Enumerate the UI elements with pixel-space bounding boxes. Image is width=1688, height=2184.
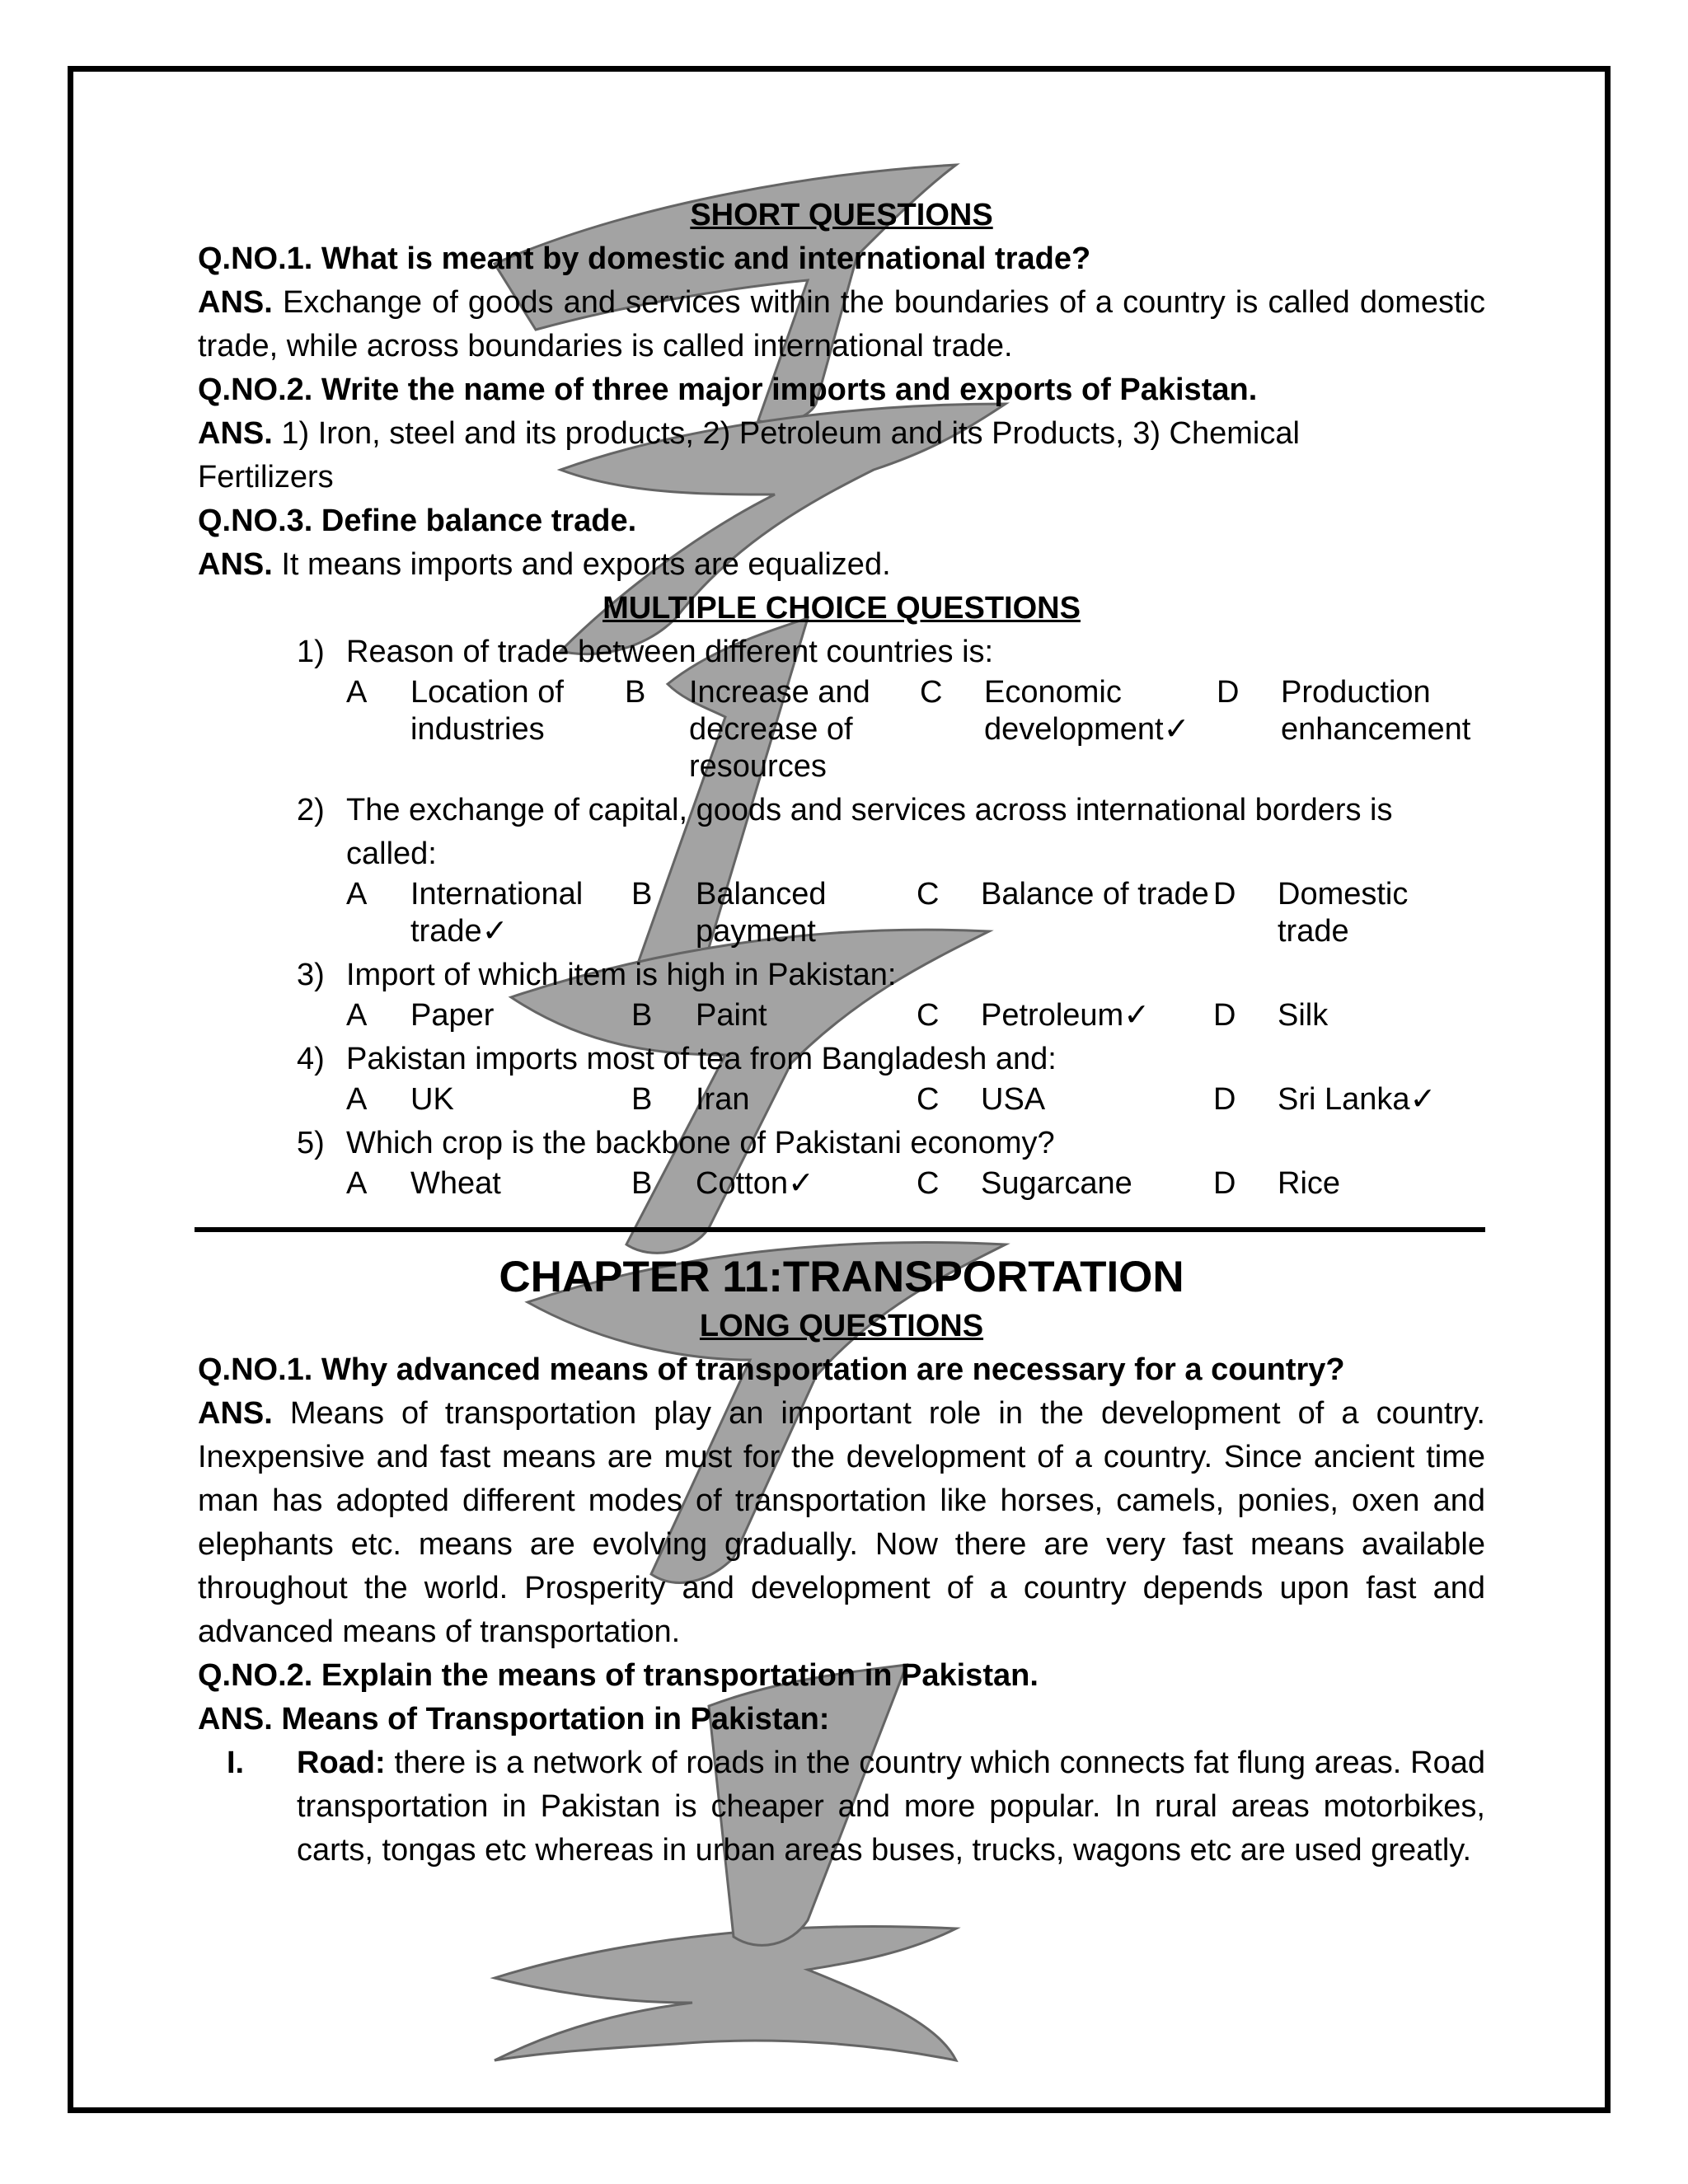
point-body — [297, 1741, 1485, 1872]
mcq-question-1 — [297, 630, 1485, 674]
mcq-question-2 — [297, 789, 1485, 876]
mcq-question-5 — [297, 1122, 1485, 1165]
long-question-1: Q.NO.1. Why advanced means of transportation are necessary for a country? — [198, 1352, 1345, 1387]
option-letter: A — [346, 675, 368, 710]
answer-text: 1) Iron, steel and its products, 2) Petroleum and its Products, 3) Chemical Fertilizers — [198, 416, 1300, 494]
option-text: Location of industries — [410, 675, 564, 747]
point-text: there is a network of roads in the country which connects fat flung areas. Road transportation in Pakistan is cheaper and more popular. In rural areas motorbikes, carts, tongas etc whereas in urban areas buses, trucks, wagons etc are used greatly. — [297, 1746, 1486, 1868]
option-letter: D — [1213, 1082, 1236, 1117]
mcq-question-text: Pakistan imports most of tea from Bangladesh and: — [346, 1042, 1057, 1076]
option-text: Petroleum✓ — [981, 998, 1151, 1033]
short-question-3: Q.NO.3. Define balance trade. — [198, 504, 637, 538]
mcq-options-2 — [346, 876, 1485, 950]
option-letter: C — [917, 998, 940, 1033]
option-letter: B — [631, 877, 653, 912]
option-text: International trade✓ — [410, 877, 584, 949]
option-letter: D — [1213, 1166, 1236, 1201]
mcq-number: 4) — [297, 1042, 325, 1076]
option-text: Sugarcane — [981, 1166, 1132, 1201]
option-text: Paint — [696, 998, 767, 1033]
option-text: Increase and decrease of resources — [689, 675, 870, 784]
mcq-question-text: Reason of trade between different countries is: — [346, 635, 994, 669]
option-text: Domestic trade — [1278, 877, 1409, 949]
option-letter: C — [920, 675, 943, 710]
option-letter: D — [1213, 877, 1236, 912]
chapter-title: CHAPTER 11:TRANSPORTATION — [499, 1253, 1184, 1301]
option-text: UK — [410, 1082, 454, 1117]
mcq-number: 1) — [297, 635, 325, 669]
mcq-options-3 — [346, 997, 1485, 1034]
mcq-list — [297, 630, 1485, 1202]
option-text: Wheat — [410, 1166, 501, 1201]
mcq-question-text: The exchange of capital, goods and services across international borders is called: — [346, 793, 1393, 871]
mcq-heading: MULTIPLE CHOICE QUESTIONS — [603, 591, 1081, 626]
option-letter: C — [917, 1166, 940, 1201]
long-answer-1 — [198, 1392, 1485, 1654]
mcq-number: 5) — [297, 1126, 325, 1160]
mcq-question-text: Import of which item is high in Pakistan: — [346, 958, 897, 992]
option-text: USA — [981, 1082, 1046, 1117]
short-question-2: Q.NO.2. Write the name of three major imports and exports of Pakistan. — [198, 373, 1258, 407]
option-letter: A — [346, 998, 368, 1033]
option-text: Cotton✓ — [696, 1166, 814, 1201]
long-answer-2-heading: ANS. Means of Transportation in Pakistan: — [198, 1702, 830, 1736]
point-number: I. — [227, 1746, 245, 1780]
option-letter: C — [917, 1082, 940, 1117]
mcq-question-4 — [297, 1038, 1485, 1081]
option-letter: A — [346, 1082, 368, 1117]
answer-text: Exchange of goods and services within the boundaries of a country is called domestic trade, while across boundaries is called international trade. — [198, 285, 1485, 363]
option-text: Paper — [410, 998, 495, 1033]
mcq-question-3 — [297, 954, 1485, 997]
option-text: Iran — [696, 1082, 750, 1117]
option-letter: D — [1217, 675, 1240, 710]
option-text: Balanced payment — [696, 877, 827, 949]
short-questions-heading: SHORT QUESTIONS — [690, 198, 993, 232]
answer-label: ANS. — [198, 416, 273, 451]
option-letter: B — [625, 675, 646, 710]
option-letter: A — [346, 1166, 368, 1201]
option-letter: B — [631, 1082, 653, 1117]
answer-label: ANS. — [198, 1396, 273, 1431]
option-text: Rice — [1278, 1166, 1341, 1201]
page-content — [198, 194, 1485, 1872]
point-label: Road: — [297, 1746, 386, 1780]
answer-text: Means of transportation play an important role in the development of a country. Inexpensive and fast means are must for the development of a country. Since ancient time man has adopted different modes of transportation like horses, camels, ponies, oxen and elephants etc. means are evolving gradually. Now there are very fast means available throughout the world. Prosperity and development of a country depends upon fast and advanced means of transportation. — [198, 1396, 1485, 1649]
mcq-options-5 — [346, 1165, 1485, 1202]
answer-label: ANS. — [198, 285, 273, 320]
short-answer-3 — [198, 543, 1485, 587]
option-letter: D — [1213, 998, 1236, 1033]
option-text: Economic development✓ — [984, 675, 1190, 747]
mcq-question-text: Which crop is the backbone of Pakistani economy? — [346, 1126, 1055, 1160]
option-text: Silk — [1278, 998, 1329, 1033]
answer-text: It means imports and exports are equalized. — [281, 547, 891, 582]
long-questions-heading: LONG QUESTIONS — [699, 1309, 984, 1343]
mcq-options-4 — [346, 1081, 1485, 1118]
option-letter: B — [631, 998, 653, 1033]
short-answer-2 — [198, 412, 1485, 499]
answer-label: ANS. — [198, 547, 273, 582]
short-question-1: Q.NO.1. What is meant by domestic and international trade? — [198, 241, 1091, 276]
mcq-number: 2) — [297, 793, 325, 827]
option-text: Production enhancement — [1281, 675, 1471, 747]
long-question-2: Q.NO.2. Explain the means of transportation in Pakistan. — [198, 1658, 1039, 1693]
option-letter: B — [631, 1166, 653, 1201]
option-letter: A — [346, 877, 368, 912]
option-letter: C — [917, 877, 940, 912]
option-text: Sri Lanka✓ — [1278, 1082, 1437, 1117]
option-text: Balance of trade — [981, 877, 1209, 912]
section-divider — [195, 1227, 1485, 1232]
mcq-options-1 — [346, 674, 1485, 785]
short-answer-1 — [198, 281, 1485, 368]
transport-point-road — [227, 1741, 1485, 1872]
mcq-number: 3) — [297, 958, 325, 992]
